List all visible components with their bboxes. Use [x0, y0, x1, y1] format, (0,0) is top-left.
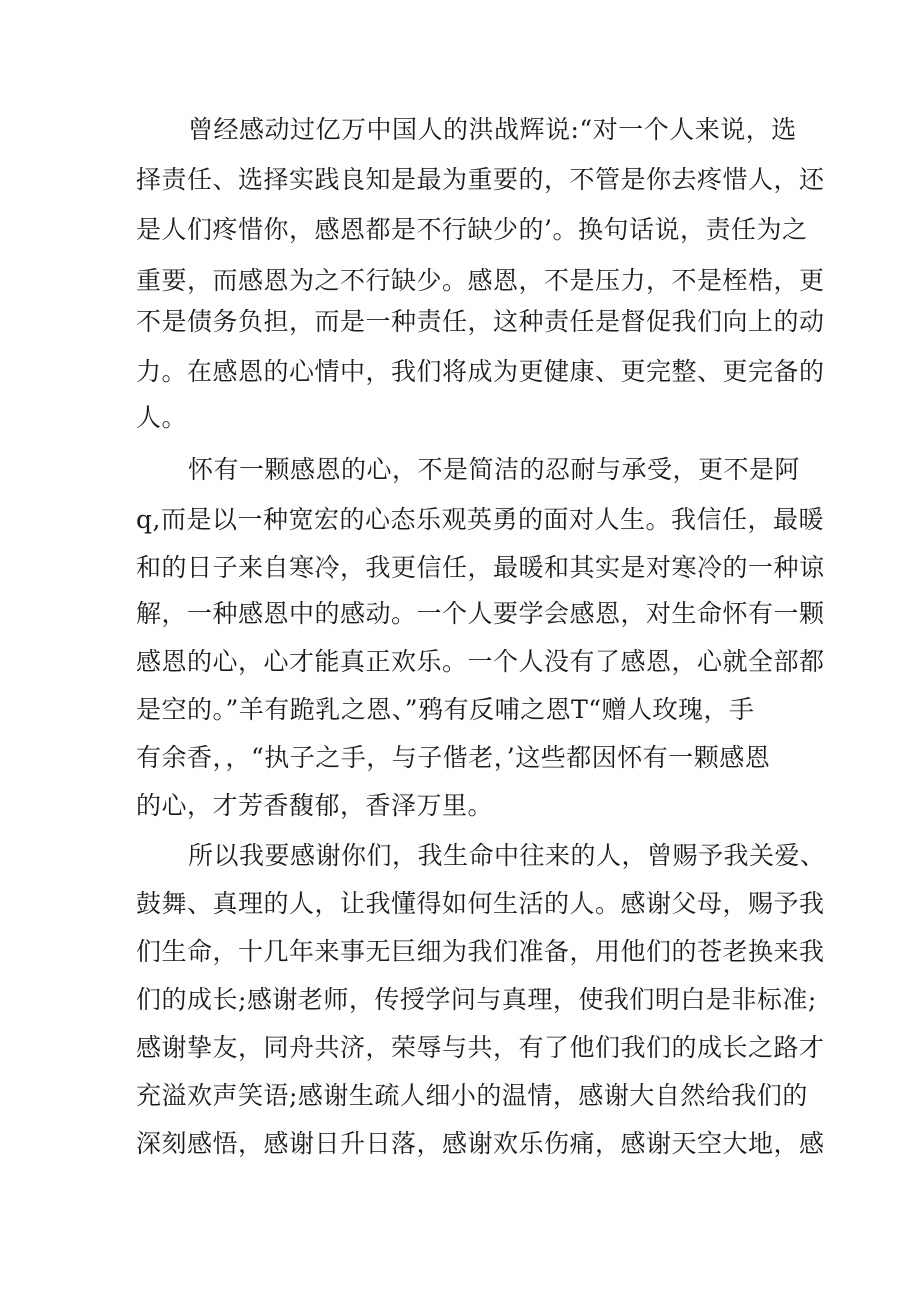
paragraph-3-line-5: 感谢挚友，同舟共济，荣辱与共，有了他们我们的成长之路才	[136, 1033, 825, 1062]
paragraph-3-line-6: 充溢欢声笑语;感谢生疏人细小的温情，感谢大自然给我们的	[136, 1081, 808, 1110]
paragraph-2-line-3: 和的日子来自寒冷，我更信任，最暖和其实是对寒冷的一种谅	[136, 553, 825, 582]
paragraph-2-line-6: 是空的。”羊有跪乳之恩、”鸦有反哺之恩T“赠人玫瑰，手	[136, 695, 755, 724]
paragraph-1-line-2: 择责任、选择实践良知是最为重要的，不管是你去疼惜人，还	[136, 165, 825, 194]
paragraph-2-line-4: 解，一种感恩中的感动。一个人要学会感恩，对生命怀有一颗	[136, 599, 825, 628]
paragraph-1-line-3: 是人们疼惜你，感恩都是不行缺少的’。换句话说，责任为之	[136, 215, 808, 244]
paragraph-3-line-3: 们生命，十几年来事无巨细为我们准备，用他们的苍老换来我	[136, 937, 825, 966]
paragraph-3-line-7: 深刻感悟，感谢日升日落，感谢欢乐伤痛，感谢天空大地，感	[136, 1129, 825, 1158]
paragraph-2-line-8: 的心，才芳香馥郁，香泽万里。	[136, 791, 494, 820]
paragraph-3-line-1: 所以我要感谢你们，我生命中往来的人，曾赐予我关爱、	[188, 841, 826, 870]
paragraph-2-line-2: q,而是以一种宽宏的心态乐观英勇的面对人生。我信任，最暖	[136, 505, 824, 534]
paragraph-1-line-5: 不是债务负担，而是一种责任，这种责任是督促我们向上的动	[136, 307, 825, 336]
paragraph-1-line-4: 重要，而感恩为之不行缺少。感恩，不是压力，不是桎梏，更	[136, 266, 825, 295]
paragraph-3-line-2: 鼓舞、真理的人，让我懂得如何生活的人。感谢父母，赐予我	[136, 889, 825, 918]
paragraph-1-line-7: 人。	[136, 403, 188, 432]
paragraph-1-line-6: 力。在感恩的心情中，我们将成为更健康、更完整、更完备的	[136, 357, 825, 386]
paragraph-2-line-7: 有余香，，“执子之手，与子偕老，’这些都因怀有一颗感恩	[136, 743, 771, 772]
paragraph-1-line-1: 曾经感动过亿万中国人的洪战辉说:“对一个人来说，选	[188, 115, 797, 144]
paragraph-2-line-5: 感恩的心，心才能真正欢乐。一个人没有了感恩，心就全部都	[136, 647, 825, 676]
paragraph-2-line-1: 怀有一颗感恩的心，不是简洁的忍耐与承受，更不是阿	[188, 455, 801, 484]
paragraph-3-line-4: 们的成长;感谢老师，传授学问与真理，使我们明白是非标准;	[136, 985, 817, 1014]
